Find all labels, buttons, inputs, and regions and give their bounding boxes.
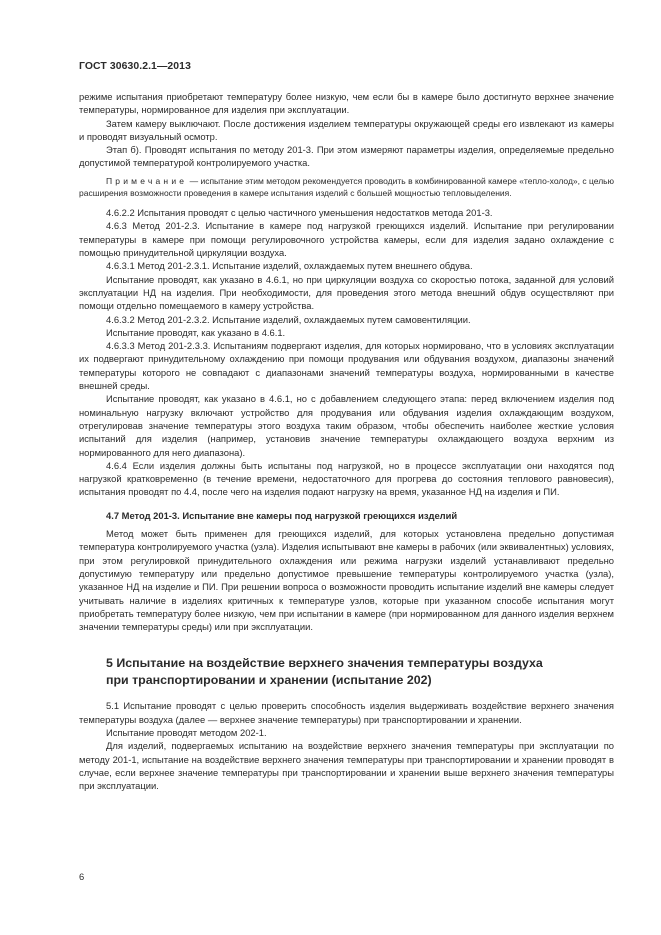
paragraph: 4.6.2.2 Испытания проводят с целью частичного уменьшения недостатков метода 201-3. [106, 207, 493, 219]
page-number: 6 [79, 871, 85, 882]
paragraph: Испытание проводят, как указано в 4.6.1. [106, 326, 286, 338]
note [79, 175, 614, 199]
section-5-title [79, 655, 614, 689]
section-5-title-line2: при транспортировании и хранении (испытание 202) [106, 673, 432, 688]
section-5-title-line1: 5 Испытание на воздействие верхнего значения температуры воздуха [106, 656, 543, 671]
document-header-title: ГОСТ 30630.2.1—2013 [79, 61, 191, 72]
paragraph: Испытание проводят, как указано в 4.6.1, но с добавлением следующего этапа: перед включением изделия под номинальную нагрузку включают устройство для продувания или обдувания изделия охлаждающим воздухом, отрегулировав значение температуры этого воздуха таким образом, чтобы обеспечить наиболее жесткие условия испытаний для изделия (например, установив значение температуры охлаждающего воздуха верхним из нормированного для него диапазона). [79, 393, 614, 458]
paragraph: Этап б). Проводят испытания по методу 201-3. При этом измеряют параметры изделия, определяемые предельно допустимой температурой контролируемого участка. [79, 144, 614, 169]
note-text: — испытание этим методом рекомендуется проводить в комбинированной камере «тепло-холод», с целью расширения возможности проведения в камере испытания изделий с большей мощностью тепловыделения. [79, 175, 614, 198]
paragraph: режиме испытания приобретают температуру более низкую, чем если бы в камере было достигнуто верхнее значение температуры, нормированное для изделия при эксплуатации. [79, 91, 614, 116]
paragraph: 4.6.3.2 Метод 201-2.3.2. Испытание изделий, охлаждаемых путем самовентиляции. [106, 313, 471, 325]
paragraph: 4.6.4 Если изделия должны быть испытаны под нагрузкой, но в процессе эксплуатации они находятся под нагрузкой кратковременно (в течение времени, недостаточного для прогрева до состояния теплового равновесия), испытания проводят по 4.4, после чего на изделия подают нагрузку на время, указанное НД на изделия и ПИ. [79, 459, 614, 498]
paragraph: Метод может быть применен для греющихся изделий, для которых установлена предельно допустимая температура контролируемого участка (узла). Изделия испытывают вне камеры в рабочих (или эквивалентных) условиях, при этом регулировкой принудительного охлаждения или режима нагрузки изделий устанавливают предельно допустимую температуру или предельно допустимое превышение температуры контролируемого участка (узла), указанное НД на изделие и ПИ. При решении вопроса о возможности проводить испытание изделий вне камеры следует учитывать наличие в изделиях критичных к температуре узлов, которые при указанном способе испытания могут приобретать температуру более низкую, чем при испытании в камере (при нормированном для данного изделия верхнем значении температуры среды) или при эксплуатации. [79, 528, 614, 633]
paragraph: Затем камеру выключают. После достижения изделием температуры окружающей среды его извлекают из камеры и проводят визуальный осмотр. [79, 117, 614, 142]
paragraph: 4.6.3.1 Метод 201-2.3.1. Испытание изделий, охлаждаемых путем внешнего обдува. [106, 260, 473, 272]
paragraph: 5.1 Испытание проводят с целью проверить способность изделия выдерживать воздействие верхнего значения температуры воздуха (далее — верхнее значение температуры) при транспортировании и хранении. [79, 700, 614, 725]
paragraph: Для изделий, подвергаемых испытанию на воздействие верхнего значения температуры при эксплуатации по методу 201-1, испытание на воздействие верхнего значения температуры при транспортировании и хранении проводят в случае, если верхнее значение температуры при транспортировании и хранении выше верхнего значения температуры при эксплуатации. [79, 740, 614, 792]
note-label: Примечание [106, 175, 188, 186]
paragraph: 4.6.3 Метод 201-2.3. Испытание в камере под нагрузкой греющихся изделий. Испытание при регулировании температуры в камере при помощи регулировочного устройства камеры, если для изделия задано охлаждение с помощью принудительной циркуляции воздуха. [79, 220, 614, 259]
paragraph: 4.6.3.3 Метод 201-2.3.3. Испытаниям подвергают изделия, для которых нормировано, что в условиях эксплуатации их подвергают принудительному охлаждению при помощи продувания или обдувания воздухом, диапазоны значений температуры которого не совпадают с диапазонами значений температуры воздуха, нормированными в качестве внешней среды. [79, 340, 614, 392]
document-body [79, 90, 614, 792]
paragraph: Испытание проводят методом 202-1. [106, 726, 267, 738]
subsection-4-7-title: 4.7 Метод 201-3. Испытание вне камеры под нагрузкой греющихся изделий [106, 509, 458, 521]
paragraph: Испытание проводят, как указано в 4.6.1, но при циркуляции воздуха со скоростью потока, заданной для условий эксплуатации НД на изделия. При необходимости, для проведения этого метода внешний обдув осуществляют при помощи отдельно помещаемого в камеру устройства. [79, 273, 614, 312]
